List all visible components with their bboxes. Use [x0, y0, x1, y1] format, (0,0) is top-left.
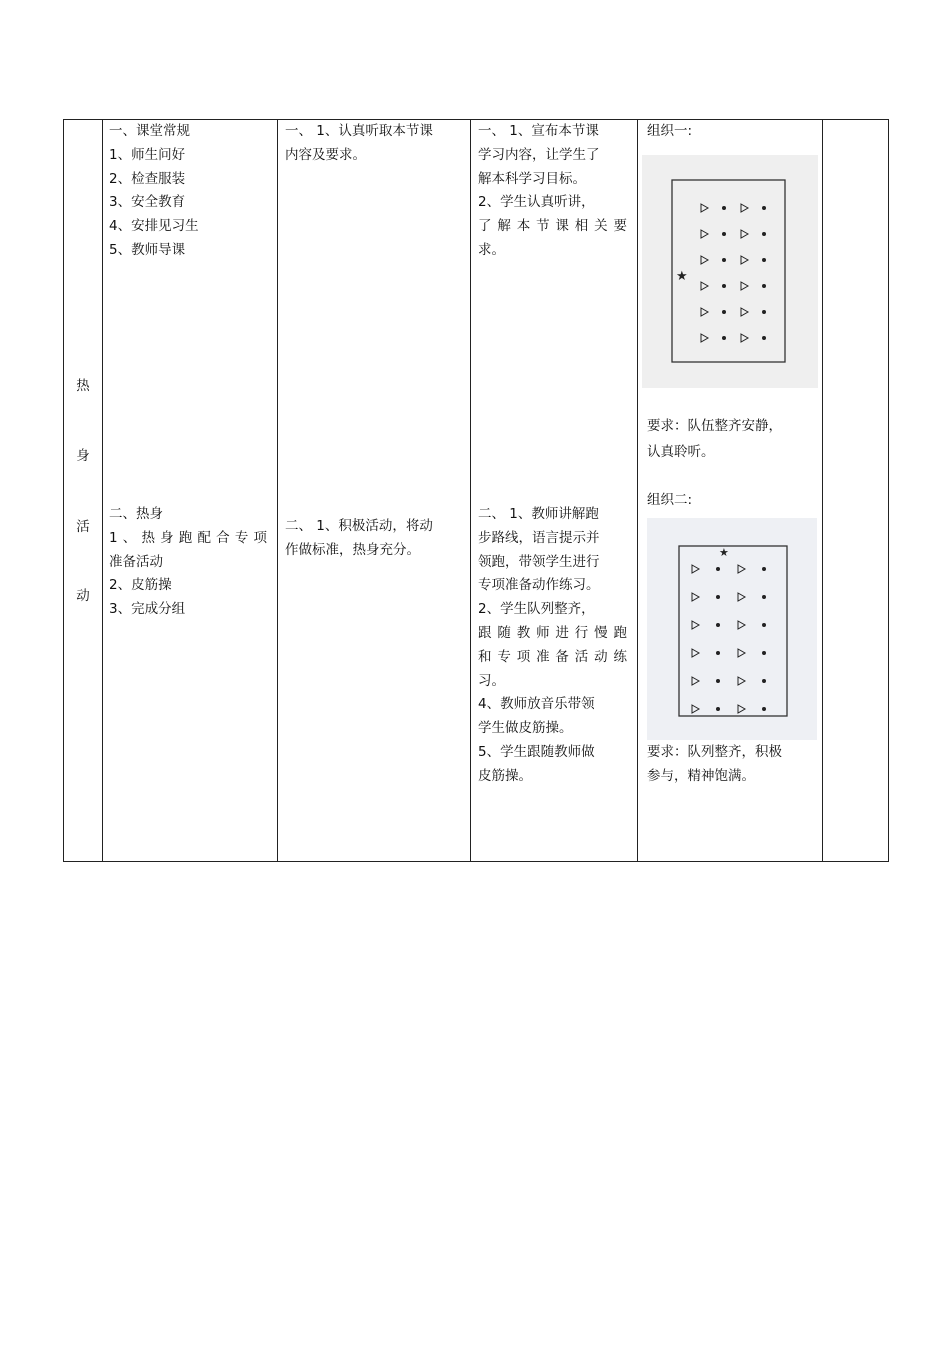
- column-divider: [277, 120, 278, 861]
- lesson-plan-table: [63, 119, 889, 862]
- teacher-line: 2、学生认真听讲，: [478, 194, 595, 211]
- org-req-line: 认真聆听。: [647, 444, 715, 460]
- dot-marker-icon: [762, 310, 766, 314]
- content-line: 1、师生问好: [109, 146, 186, 163]
- column-divider: [470, 120, 471, 861]
- content-part2: [109, 503, 267, 622]
- section-title-char: 活: [76, 519, 90, 535]
- dot-marker-icon: [762, 679, 766, 683]
- teacher-line: 二、 1、教师讲解跑: [478, 506, 599, 522]
- org1-title: 组织一:: [647, 123, 693, 139]
- dot-marker-icon: [762, 232, 766, 236]
- teacher-line: 皮筋操。: [478, 767, 532, 784]
- teacher-line: 和专项准备活动练: [478, 648, 627, 665]
- teacher-line: 学习内容，让学生了: [478, 146, 600, 163]
- teacher-line: 4、教师放音乐带领: [478, 696, 595, 713]
- dot-marker-icon: [716, 679, 720, 683]
- dot-marker-icon: [762, 595, 766, 599]
- teacher-line: 习。: [478, 672, 505, 689]
- dot-marker-icon: [762, 336, 766, 340]
- dot-marker-icon: [762, 651, 766, 655]
- content-line: 4、安排见习生: [109, 218, 199, 235]
- org2-requirements: [647, 741, 782, 789]
- dot-marker-icon: [722, 258, 726, 262]
- teacher-line: 学生做皮筋操。: [478, 720, 573, 737]
- content-line: 1、热身跑配合专项: [109, 529, 267, 546]
- dot-marker-icon: [716, 651, 720, 655]
- dot-marker-icon: [722, 284, 726, 288]
- teacher-line: 专项准备动作练习。: [478, 577, 600, 594]
- section-title-char: 动: [76, 588, 90, 604]
- student-part2: [285, 515, 465, 563]
- content-line: 3、安全教育: [109, 194, 186, 211]
- dot-marker-icon: [762, 567, 766, 571]
- dot-marker-icon: [716, 623, 720, 627]
- student-line: 二、 1、积极活动，将动: [285, 518, 433, 534]
- student-line: 一、 1、认真听取本节课: [285, 123, 433, 139]
- dot-marker-icon: [716, 595, 720, 599]
- teacher-line: 2、学生队列整齐，: [478, 601, 595, 618]
- dot-marker-icon: [716, 707, 720, 711]
- org-req-line: 要求：队列整齐，积极: [647, 744, 782, 760]
- content-line: 准备活动: [109, 553, 163, 570]
- teacher-line: 跟随教师进行慢跑: [478, 624, 627, 641]
- column-divider: [102, 120, 103, 861]
- dot-marker-icon: [722, 232, 726, 236]
- student-line: 作做标准，热身充分。: [285, 541, 420, 558]
- formation-diagram-2: [647, 518, 817, 740]
- section-title-char: 身: [76, 448, 90, 464]
- dot-marker-icon: [762, 623, 766, 627]
- dot-marker-icon: [722, 336, 726, 340]
- teacher-part1: [478, 120, 627, 263]
- column-divider: [822, 120, 823, 861]
- formation-sketch-1: [642, 155, 818, 388]
- teacher-line: 5、学生跟随教师做: [478, 743, 595, 760]
- dot-marker-icon: [762, 284, 766, 288]
- student-line: 内容及要求。: [285, 146, 366, 163]
- org-req-line: 参与，精神饱满。: [647, 767, 755, 784]
- formation-sketch-2: [647, 518, 817, 740]
- dot-marker-icon: [762, 707, 766, 711]
- dot-marker-icon: [762, 258, 766, 262]
- org-req-line: 要求：队伍整齐安静，: [647, 418, 782, 434]
- org1-requirements: [647, 413, 782, 465]
- content-heading: 二、热身: [109, 506, 163, 522]
- org2-title: 组织二:: [647, 492, 693, 508]
- section-title-char: 热: [76, 378, 90, 394]
- teacher-line: 一、 1、宣布本节课: [478, 123, 599, 139]
- dot-marker-icon: [722, 206, 726, 210]
- svg-text:★: ★: [719, 546, 729, 559]
- content-part1: [109, 120, 269, 263]
- teacher-line: 求。: [478, 241, 505, 258]
- content-line: 3、完成分组: [109, 601, 186, 618]
- content-line: 5、教师导课: [109, 241, 186, 258]
- teacher-line: 领跑，带领学生进行: [478, 553, 600, 570]
- student-part1: [285, 120, 465, 168]
- teacher-line: 步路线，语言提示并: [478, 529, 600, 546]
- column-divider: [637, 120, 638, 861]
- content-line: 一、课堂常规: [109, 123, 190, 139]
- formation-diagram-1: [642, 155, 818, 388]
- dot-marker-icon: [762, 206, 766, 210]
- dot-marker-icon: [722, 310, 726, 314]
- teacher-part2: [478, 503, 627, 789]
- content-line: 2、皮筋操: [109, 577, 172, 594]
- content-line: 2、检查服装: [109, 170, 186, 187]
- svg-text:★: ★: [676, 269, 688, 284]
- teacher-line: 了解本节课相关要: [478, 218, 627, 235]
- dot-marker-icon: [716, 567, 720, 571]
- teacher-line: 解本科学习目标。: [478, 170, 586, 187]
